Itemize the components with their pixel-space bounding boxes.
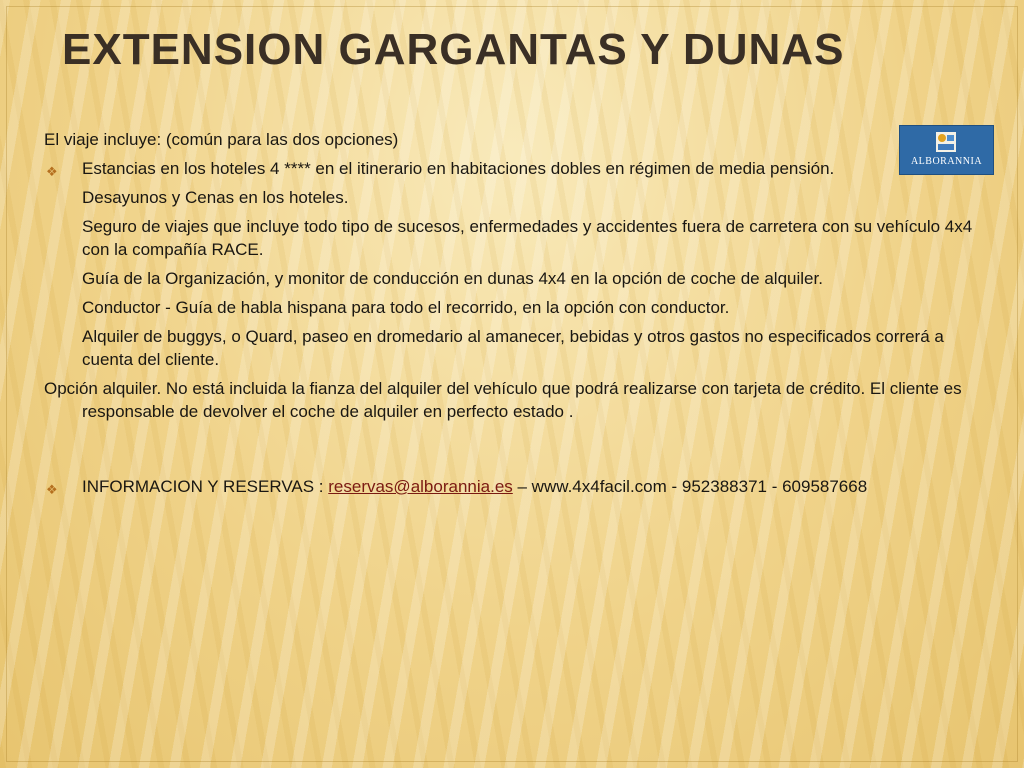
list-item: Conductor - Guía de habla hispana para todo el recorrido, en la opción con conductor. [82, 298, 730, 317]
spacer [44, 429, 984, 475]
logo-text: ALBORANNIA [910, 156, 983, 167]
list-item: Guía de la Organización, y monitor de conducción en dunas 4x4 en la opción de coche de alquiler. [82, 269, 823, 288]
bullet-icon: ❖ [46, 482, 58, 497]
bullet-icon: ❖ [46, 164, 58, 179]
info-prefix: INFORMACION Y RESERVAS : [82, 477, 329, 496]
info-line [44, 475, 984, 498]
list-item-text: Estancias en los hoteles 4 **** en el itinerario en habitaciones dobles en régimen de media pensión. [82, 159, 835, 178]
list-item: Seguro de viajes que incluye todo tipo de sucesos, enfermedades y accidentes fuera de carretera con su vehículo 4x4 con la compañía RACE. [82, 217, 973, 259]
opcion-alquiler-text: Opción alquiler. No está incluida la fianza del alquiler del vehículo que podrá realizarse con tarjeta de crédito. El cliente es responsable de devolver el coche de alquiler en perfecto estado . [44, 379, 962, 421]
slide-content [44, 128, 984, 504]
email-link[interactable]: reservas@alborannia.es [328, 477, 513, 496]
info-suffix: – www.4x4facil.com - 952388371 - 609587668 [512, 477, 868, 496]
slide-title: EXTENSION GARGANTAS Y DUNAS [62, 25, 845, 74]
intro-text: El viaje incluye: (común para las dos opciones) [44, 130, 399, 149]
list-item: Desayunos y Cenas en los hoteles. [82, 188, 349, 207]
list-item [44, 157, 984, 180]
list-item: Alquiler de buggys, o Quard, paseo en dromedario al amanecer, bebidas y otros gastos no especificados correrá a cuenta del cliente. [82, 327, 944, 369]
